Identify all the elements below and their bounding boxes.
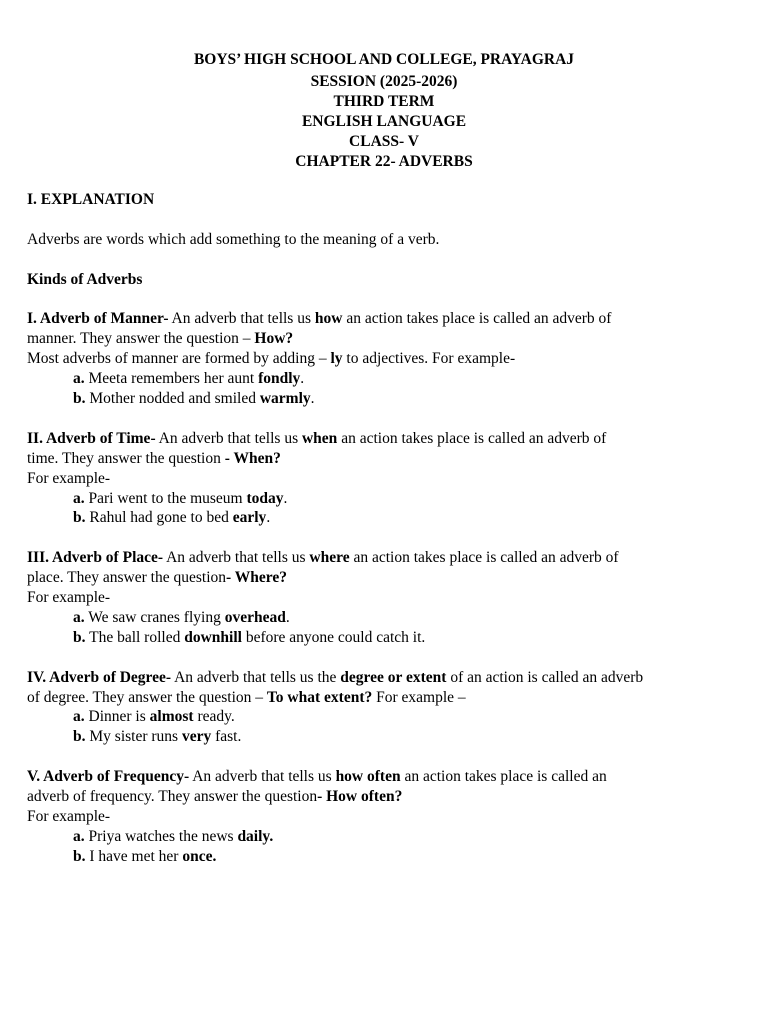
subject-line: ENGLISH LANGUAGE xyxy=(301,112,467,130)
place-line-2: place. They answer the question- Where? xyxy=(27,569,287,587)
time-line-1: II. Adverb of Time- An adverb that tells us when an action takes place is called an adverb of xyxy=(27,429,607,447)
frequency-line-3: For example- xyxy=(27,807,111,825)
frequency-example-b: b. I have met her once. xyxy=(73,847,217,865)
place-line-1: III. Adverb of Place- An adverb that tells us where an action takes place is called an adverb of xyxy=(27,549,619,567)
time-line-2: time. They answer the question - When? xyxy=(27,449,281,467)
section-degree xyxy=(27,668,743,748)
degree-line-1: IV. Adverb of Degree- An adverb that tells us the degree or extent of an action is called an adverb xyxy=(27,668,644,686)
section-frequency xyxy=(27,767,743,867)
section-time xyxy=(27,429,743,529)
manner-example-a: a. Meeta remembers her aunt fondly. xyxy=(73,370,305,388)
chapter-line: CHAPTER 22- ADVERBS xyxy=(295,152,473,170)
manner-line-3: Most adverbs of manner are formed by adding – ly to adjectives. For example- xyxy=(27,350,516,368)
degree-line-2: of degree. They answer the question – To what extent? For example – xyxy=(27,688,466,706)
manner-line-1: I. Adverb of Manner- An adverb that tells us how an action takes place is called an adverb of xyxy=(27,310,612,328)
frequency-example-a: a. Priya watches the news daily. xyxy=(73,827,274,845)
place-example-b: b. The ball rolled downhill before anyone could catch it. xyxy=(73,628,426,646)
explanation-heading: I. EXPLANATION xyxy=(27,191,155,208)
time-line-3: For example- xyxy=(27,469,111,487)
frequency-line-2: adverb of frequency. They answer the question- How often? xyxy=(27,788,403,806)
frequency-line-1: V. Adverb of Frequency- An adverb that tells us how often an action takes place is called an xyxy=(27,768,607,786)
definition-text: Adverbs are words which add something to the meaning of a verb. xyxy=(27,230,440,248)
document-header xyxy=(0,50,768,171)
degree-example-a: a. Dinner is almost ready. xyxy=(73,708,235,726)
document-body xyxy=(27,190,743,867)
place-example-a: a. We saw cranes flying overhead. xyxy=(73,608,290,626)
manner-line-2: manner. They answer the question – How? xyxy=(27,330,294,348)
section-manner xyxy=(27,309,743,409)
school-name: BOYS’ HIGH SCHOOL AND COLLEGE, PRAYAGRAJ xyxy=(193,51,575,68)
kinds-heading: Kinds of Adverbs xyxy=(27,270,143,288)
term-line: THIRD TERM xyxy=(333,92,435,110)
degree-example-b: b. My sister runs very fast. xyxy=(73,728,242,746)
class-line: CLASS- V xyxy=(349,132,419,150)
time-example-b: b. Rahul had gone to bed early. xyxy=(73,509,271,527)
time-example-a: a. Pari went to the museum today. xyxy=(73,489,288,507)
section-place xyxy=(27,548,743,648)
session-line: SESSION (2025-2026) xyxy=(310,72,458,90)
place-line-3: For example- xyxy=(27,589,111,607)
manner-example-b: b. Mother nodded and smiled warmly. xyxy=(73,390,315,408)
